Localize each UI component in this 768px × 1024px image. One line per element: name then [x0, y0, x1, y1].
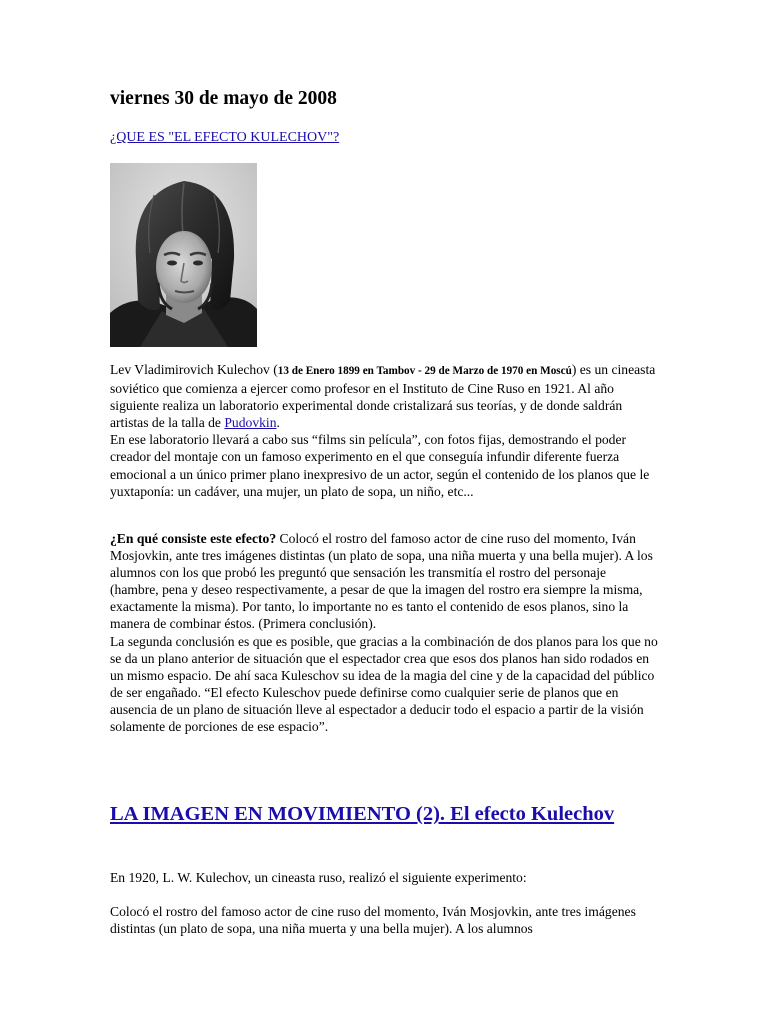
section-paragraph-1: En 1920, L. W. Kulechov, un cineasta ruso, realizó el siguiente experimento: — [110, 870, 527, 885]
section-title-link[interactable]: LA IMAGEN EN MOVIMIENTO (2). El efecto Kulechov — [110, 803, 615, 825]
effect-answer: Colocó el rostro del famoso actor de cine ruso del momento, Iván Mosjovkin, ante tres imágenes distintas (un plato de sopa, una niña muerta y una bella mujer). A los alumnos con los que probó les preguntó que sensación les transmitía el rostro del personaje (hambre, pena y deseo respectivamente, a pesar de que la imagen del rostro era siempre la misma, exactamente la misma). Por tanto, lo importante no es tanto el contenido de esos planos, sino la manera de combinar éstos. (Primera conclusión). — [110, 531, 653, 632]
bio-dates: 13 de Enero 1899 en Tambov - 29 de Marzo de 1970 en Moscú — [277, 365, 572, 377]
effect-question: ¿En qué consiste este efecto? — [110, 531, 277, 546]
second-conclusion: La segunda conclusión es que es posible, que gracias a la combinación de dos planos para los que no se da un plano anterior de situación que el espectador crea que esos dos planos han sido rodados en un mismo espacio. De ahí saca Kuleschov su idea de la magia del cine y de la capacidad del público de ser engañado. “El efecto Kuleschov puede definirse como cualquier serie de planos que en ausencia de un plano de situación lleve al espectador a deducir todo el espacio a partir de la visión solamente de porciones de ese espacio”. — [110, 633, 658, 735]
bio-description: ) es un cineasta soviético que comienza a ejercer como profesor en el Instituto de Cine Ruso en 1921. Al año siguiente realiza un laboratorio experimental donde cristalizará sus teorías, y de donde saldrán artistas de la talla de — [110, 362, 656, 431]
bio-name: Lev Vladimirovich Kulechov ( — [110, 362, 278, 377]
effect-paragraph — [110, 530, 658, 735]
laboratory-text: En ese laboratorio llevará a cabo sus “films sin película”, con fotos fijas, demostrando el poder creador del montaje con un famoso experimento en el que conseguía infundir diferente fuerza emocional a un único primer plano inexpresivo de un actor, según el contenido de los planos que le yuxtaponía: un cadáver, una mujer, un plato de sopa, un niño, etc... — [110, 432, 650, 499]
post-title-link[interactable]: ¿QUE ES "EL EFECTO KULECHOV"? — [110, 130, 340, 145]
portrait-image — [110, 163, 257, 347]
bio-period: . — [276, 415, 280, 431]
section-paragraph-2: Colocó el rostro del famoso actor de cine ruso del momento, Iván Mosjovkin, ante tres imágenes distintas (un plato de sopa, una niña muerta y una bella mujer). A los alumnos — [110, 904, 636, 937]
pudovkin-link[interactable]: Pudovkin — [224, 415, 277, 431]
intro-paragraph — [110, 361, 658, 500]
post-date-header: viernes 30 de mayo de 2008 — [110, 88, 337, 109]
